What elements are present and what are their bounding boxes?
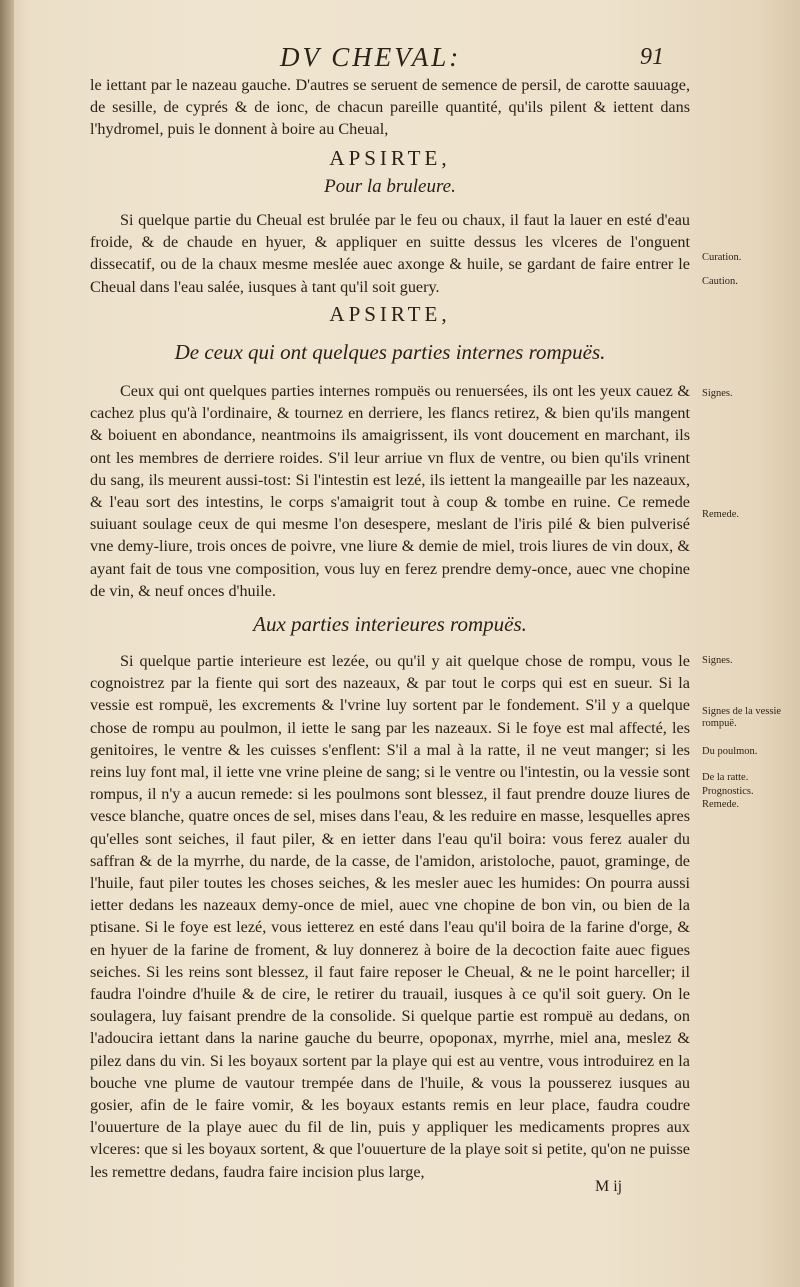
page-number: 91	[640, 44, 664, 70]
section-subheading-bruleure: Pour la bruleure.	[324, 176, 456, 197]
margin-note-prognostics: Prognostics.	[702, 786, 754, 797]
section-heading-apsirte-2: APSIRTE,	[329, 302, 451, 326]
paragraph-text: le iettant par le nazeau gauche. D'autres se seruent de semence de persil, de carotte sauuage, de sesille, de cyprés & de ionc, de chacun pareille quantité, qu'ils pilent & iettent dans l'hydromel, puis le donnent à boire au Cheual,	[90, 76, 690, 139]
paragraph-parties-interieures	[90, 650, 690, 1183]
margin-note-poulmon: Du poulmon.	[702, 746, 758, 757]
margin-note-signes: Signes.	[702, 388, 733, 399]
margin-note-signes-2: Signes.	[702, 655, 733, 666]
signature-mark: M ij	[595, 1178, 623, 1195]
paragraph-bruleure	[90, 209, 690, 298]
running-title: DV CHEVAL:	[280, 42, 462, 72]
margin-note-signes-vessie: Signes de la vessie rompuë.	[702, 706, 782, 729]
margin-note-curation: Curation.	[702, 252, 742, 263]
margin-note-remede-2: Remede.	[702, 799, 740, 810]
section-subheading-parties-internes: De ceux qui ont quelques parties internes rompuës.	[174, 340, 606, 364]
paragraph-intro	[90, 74, 690, 141]
page-gutter	[0, 0, 14, 1287]
section-heading-apsirte-1: APSIRTE,	[329, 146, 451, 170]
paragraph-text: Ceux qui ont quelques parties internes rompuës ou renuersées, ils ont les yeux cauez & cachez plus qu'à l'ordinaire, & tournez en derriere, les flancs retirez, & bien qu'ils mangent & boiuent en abondance, neantmoins ils amaigrissent, ils vont doucement en marchant, ils ont les membres de derriere roides. S'il leur arriue vn flux de ventre, ou bien qu'ils vrinent du sang, ils meurent aussi-tost: Si l'intestin est lezé, ils iettent la mangeaille par les nazeaux, & l'eau sort des intestins, le corps s'amaigrit tout à coup & tombe en ruine. Ce remede suiuant soulage ceux de qui mesme l'on desespere, meslant de l'iris pilé & bien pulverisé vne demy-liure, trois onces de poivre, vne liure & demie de miel, trois liures de vin doux, & ayant fait de tous vne composition, vous luy en ferez prendre demy-once, auec vne chopine de vin, & neuf onces d'huile.	[90, 382, 690, 600]
paragraph-text: Si quelque partie interieure est lezée, ou qu'il y ait quelque chose de rompu, vous le cognoistrez par la fiente qui sort des nazeaux, & par tout le corps qui est en sueur. Si la vessie est rompuë, les excrements & l'vrine luy sortent par le fondement. S'il y a quelque chose de rompu au poulmon, il iette le sang par les nazeaux. Si le foye est mal affecté, les genitoires, le ventre & les cuisses s'enflent: S'il a mal à la ratte, il ne veut manger; si les reins luy font mal, il iette vne vrine pleine de sang; si le ventre ou l'intestin, ou la vessie sont rompus, il n'y a aucun remede: si les poulmons sont blessez, il faut prendre douze liures de vesce blanche, quatre onces de sel, mises dans l'eau, & les reduire en masse, lesquelles apres qu'elles sont seiches, il faut piler, & en ietter dans l'eau qu'il boira: vous ferez aualer du saffran & de la myrrhe, du narde, de la casse, de l'amidon, aristoloche, pauot, graminge, de l'huile, faut piler toutes les choses seiches, & les mesler auec les humides: On pourra aussi ietter dedans les nazeaux demy-once de miel, auec vne chopine de bon vin, ou bien de la ptisane. Si le foye est lezé, vous ietterez en esté dans l'eau qu'il boira de la farine d'orge, & en hyuer de la farine de froment, & luy donnerez à boire de la decoction faite auec figues seiches. Si les reins sont blessez, il faut faire reposer le Cheual, & ne le point harceller; il faudra l'oindre d'huile & de cire, le retirer du trauail, iusques à ce qu'il soit guery. On le soulagera, luy faisant prendre de la consolide. Si quelque partie est rompuë au dedans, on l'adoucira iettant dans la narine gauche du beurre, opoponax, myrrhe, miel ana, meslez & pilez dans du vin. Si les boyaux sortent par la playe qui est au ventre, vous introduirez en la bouche vne plume de vautour trempée dans de l'huile, & vous la pousserez iusques au gosier, afin de le faire vomir, & les boyaux estants remis en leur place, faudra coudre l'ouuerture de la playe auec du fil de lin, puis y appliquer les medicaments propres aux vlceres: que si les boyaux sortent, & que l'ouuerture de la playe soit si petite, qu'on ne puisse les remettre dedans, faudra faire incision plus large,	[90, 652, 690, 1181]
section-subheading-parties-interieures: Aux parties interieures rompuës.	[253, 612, 527, 636]
paragraph-parties-internes	[90, 380, 690, 602]
margin-note-caution: Caution.	[702, 276, 738, 287]
paragraph-text: Si quelque partie du Cheual est brulée par le feu ou chaux, il faut la lauer en esté d'eau froide, & de chaude en hyuer, & appliquer en suitte dessus les vlceres de l'onguent dissecatif, ou de la chaux mesme meslée auec axonge & huile, se gardant de faire entrer le Cheual dans l'eau salée, iusques à tant qu'il soit guery.	[90, 211, 690, 296]
margin-note-ratte: De la ratte.	[702, 772, 749, 783]
margin-note-remede: Remede.	[702, 509, 740, 520]
